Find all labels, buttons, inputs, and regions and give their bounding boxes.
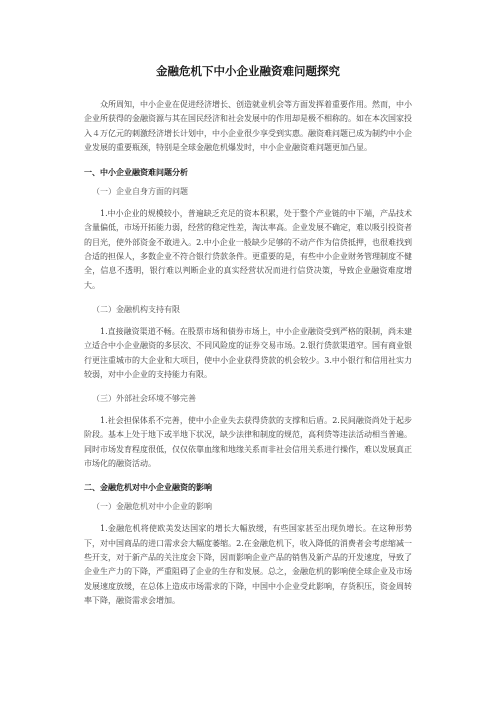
section-1-heading: 一、中小企业融资难问题分析: [84, 168, 188, 178]
section-2-heading: 二、金融危机对中小企业融资的影响: [84, 483, 212, 493]
subsection-1-1-text: 1.中小企业的规模较小，普遍缺乏充足的资本积累，处于整个产业链的中下端，产品技术含量偏低，市场开拓能力弱，经营的稳定性差，淘汰率高。企业发展不确定，难以吸引投资者的目光，使外部资金不敢进入。2.中小企业一般缺少足够的不动产作为信贷抵押，也很难找到合适的担保人，多数企业不符合银行贷款条件。更重要的是，有些中小企业财务管理制度不健全，信息不透明，银行难以判断企业的真实经营状况而进行信贷决策，导致企业融资难度增大。: [84, 209, 412, 290]
subsection-1-2-heading: （二）金融机构支持有限: [92, 304, 180, 314]
subsection-2-1-text: 1.金融危机将使欧美发达国家的增长大幅放缓，有些国家甚至出现负增长。在这种形势下，对中国商品的进口需求会大幅度萎缩。2.在金融危机下，收入降低的消费者会考虑缩减一些开支，对于新产品的关注度会下降，因而影响企业产品的销售及新产品的开发速度，导致了企业生产力的下降，严重阻碍了企业的生存和发展。总之，金融危机的影响使全球企业及市场发展速度放缓，在总体上造成市场需求的下降，中国中小企业受此影响，存货积压，资金周转率下降，融资需求会增加。: [84, 524, 412, 605]
subsection-1-3-heading: （三）外部社会环境不够完善: [92, 394, 196, 404]
subsection-1-2-text: 1.直接融资渠道不畅。在股票市场和债券市场上，中小企业融资受到严格的限制，尚未建立适合中小企业融资的多层次、不同风险度的证券交易市场。2.银行贷款渠道窄。国有商业银行更注重城市的大企业和大项目，使中小企业获得贷款的机会较少。3.中小银行和信用社实力较弱，对中小企业的支持能力有限。: [84, 326, 412, 379]
subsection-2-1-heading: （一）金融危机对中小企业的影响: [92, 502, 212, 512]
subsection-1-1-heading: （一）企业自身方面的问题: [92, 187, 188, 197]
document-title: 金融危机下中小企业融资难问题探究: [156, 64, 340, 78]
subsection-1-3-text: 1.社会担保体系不完善，使中小企业失去获得贷款的支撑和后盾。2.民间融资尚处于起步阶段。基本上处于地下或半地下状况，缺少法律和制度的规范，高利贷等违法活动相当普遍。同时市场发育程度很低，仅仅依靠血缘和地缘关系而非社会信用关系进行操作，难以发展真正市场化的融资活动。: [84, 416, 412, 469]
intro-paragraph: 众所周知，中小企业在促进经济增长、创造就业机会等方面发挥着重要作用。然而，中小企业所获得的金融资源与其在国民经济和社会发展中的作用却是极不相称的。如在本次国家投入４万亿元的刺激经济增长计划中，中小企业很少享受到实惠。融资难问题已成为制约中小企业发展的重要瓶颈，特别是全球金融危机爆发时，中小企业融资难问题更加凸显。: [84, 100, 412, 152]
